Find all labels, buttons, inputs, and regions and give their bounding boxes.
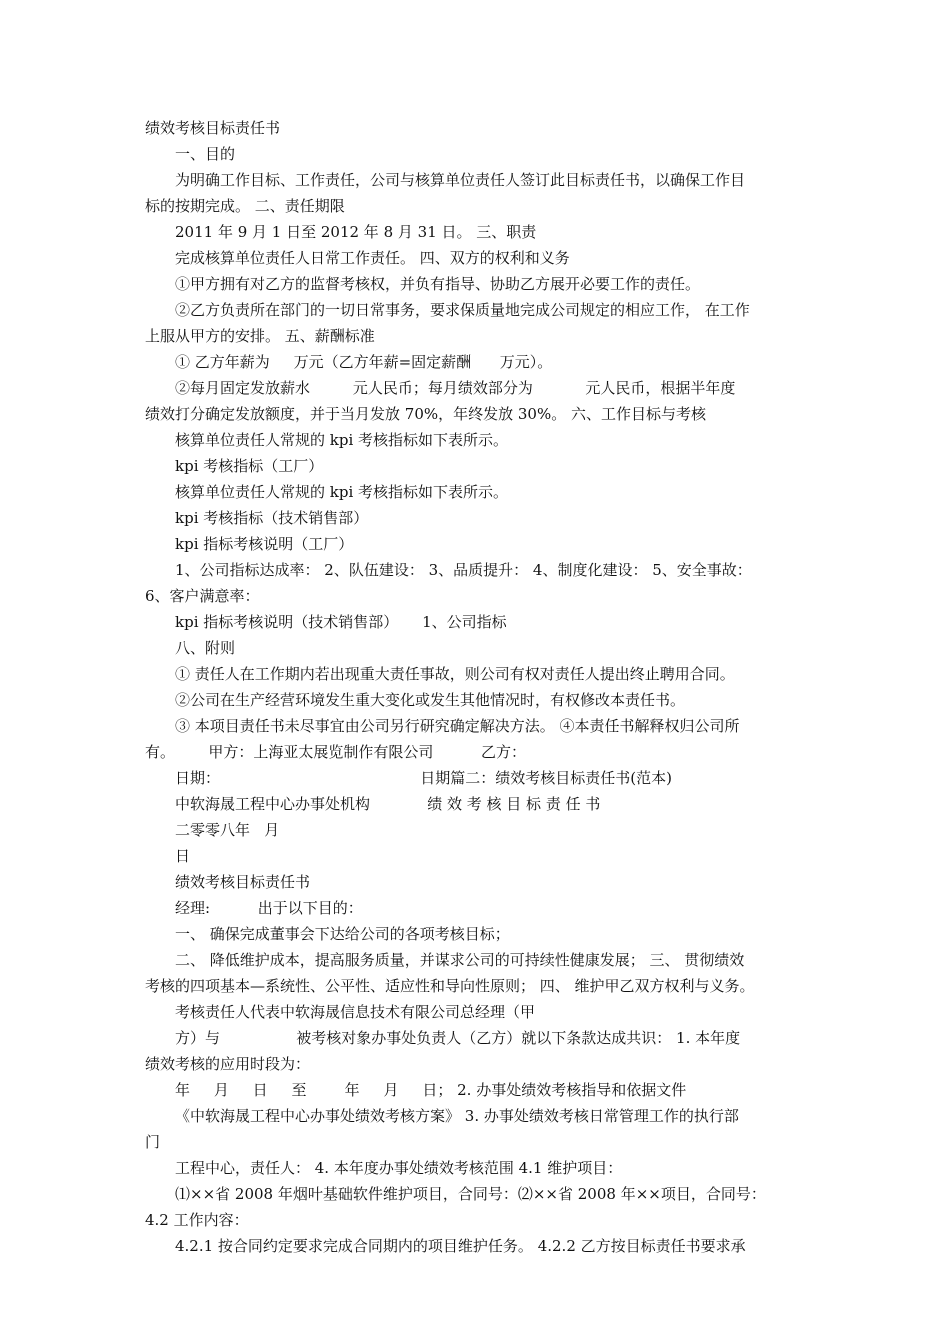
text-line: 中软海晟工程中心办事处机构 绩 效 考 核 目 标 责 任 书 bbox=[175, 795, 601, 813]
text-line: kpi 指标考核说明（技术销售部） 1、公司指标 bbox=[175, 613, 507, 631]
text-line: 上服从甲方的安排。 五、薪酬标准 bbox=[145, 327, 375, 345]
text-line: 日期： 日期篇二：绩效考核目标责任书(范本) bbox=[175, 769, 672, 787]
text-line: 4.2.1 按合同约定要求完成合同期内的项目维护任务。 4.2.2 乙方按目标责任书要求承 bbox=[175, 1237, 746, 1255]
text-line: 完成核算单位责任人日常工作责任。 四、双方的权利和义务 bbox=[175, 249, 570, 267]
text-line: ① 责任人在工作期内若出现重大责任事故，则公司有权对责任人提出终止聘用合同。 bbox=[175, 665, 735, 683]
text-line: ⑴××省 2008 年烟叶基础软件维护项目，合同号：⑵××省 2008 年××项目，合同号： bbox=[175, 1185, 766, 1203]
section-heading-purpose: 一、目的 bbox=[175, 145, 236, 163]
text-line: 经理: 出于以下目的： bbox=[175, 899, 363, 917]
section-heading-appendix: 八、附则 bbox=[175, 639, 236, 657]
text-line: ②乙方负责所在部门的一切日常事务，要求保质量地完成公司规定的相应工作， 在工作 bbox=[175, 301, 750, 319]
text-line: ②每月固定发放薪水 元人民币；每月绩效部分为 元人民币，根据半年度 bbox=[175, 379, 736, 397]
text-line: ① 乙方年薪为 万元（乙方年薪=固定薪酬 万元）。 bbox=[175, 353, 553, 371]
text-line: 年 月 日 至 年 月 日； 2. 办事处绩效考核指导和依据文件 bbox=[175, 1081, 687, 1099]
text-line: 二、 降低维护成本，提高服务质量，并谋求公司的可持续性健康发展； 三、 贯彻绩效 bbox=[175, 951, 745, 969]
text-line: ②公司在生产经营环境发生重大变化或发生其他情况时，有权修改本责任书。 bbox=[175, 691, 686, 709]
text-line: 标的按期完成。 二、责任期限 bbox=[145, 197, 345, 215]
text-line: kpi 考核指标（工厂） bbox=[175, 457, 324, 475]
text-line: 核算单位责任人常规的 kpi 考核指标如下表所示。 bbox=[175, 431, 509, 449]
text-line: 考核责任人代表中软海晟信息技术有限公司总经理（甲 bbox=[175, 1003, 536, 1021]
text-line: 6、客户满意率： bbox=[145, 587, 260, 605]
text-line: ③ 本项目责任书未尽事宜由公司另行研究确定解决方法。 ④本责任书解释权归公司所 bbox=[175, 717, 740, 735]
text-line: 一、 确保完成董事会下达给公司的各项考核目标； bbox=[175, 925, 510, 943]
text-line: 考核的四项基本—系统性、公平性、适应性和导向性原则； 四、 维护甲乙双方权利与义务。 bbox=[145, 977, 755, 995]
text-line: kpi 考核指标（技术销售部） bbox=[175, 509, 369, 527]
text-line: kpi 指标考核说明（工厂） bbox=[175, 535, 354, 553]
text-line: 《中软海晟工程中心办事处绩效考核方案》 3. 办事处绩效考核日常管理工作的执行部 bbox=[175, 1107, 739, 1125]
text-line: 为明确工作目标、工作责任，公司与核算单位责任人签订此目标责任书，以确保工作目 bbox=[175, 171, 746, 189]
text-line: 方）与 被考核对象办事处负责人（乙方）就以下条款达成共识： 1. 本年度 bbox=[175, 1029, 741, 1047]
text-line: 1、公司指标达成率： 2、队伍建设： 3、品质提升： 4、制度化建设： 5、安全事故： bbox=[175, 561, 752, 579]
text-line: 日 bbox=[175, 847, 191, 865]
text-line: 二零零八年 月 bbox=[175, 821, 280, 839]
text-line: 工程中心，责任人： 4. 本年度办事处绩效考核范围 4.1 维护项目： bbox=[175, 1159, 623, 1177]
text-line: 门 bbox=[145, 1133, 161, 1151]
text-line: 核算单位责任人常规的 kpi 考核指标如下表所示。 bbox=[175, 483, 509, 501]
text-line: 绩效打分确定发放额度，并于当月发放 70%，年终发放 30%。 六、工作目标与考核 bbox=[145, 405, 706, 423]
section-title: 绩效考核目标责任书 bbox=[175, 873, 311, 891]
text-line: 4.2 工作内容： bbox=[145, 1211, 249, 1229]
text-line: 有。 甲方：上海亚太展览制作有限公司 乙方： bbox=[145, 743, 527, 761]
document-title: 绩效考核目标责任书 bbox=[145, 119, 281, 137]
text-line: 绩效考核的应用时段为： bbox=[145, 1055, 311, 1073]
text-line: 2011 年 9 月 1 日至 2012 年 8 月 31 日。 三、职责 bbox=[175, 223, 537, 241]
text-line: ①甲方拥有对乙方的监督考核权，并负有指导、协助乙方展开必要工作的责任。 bbox=[175, 275, 701, 293]
